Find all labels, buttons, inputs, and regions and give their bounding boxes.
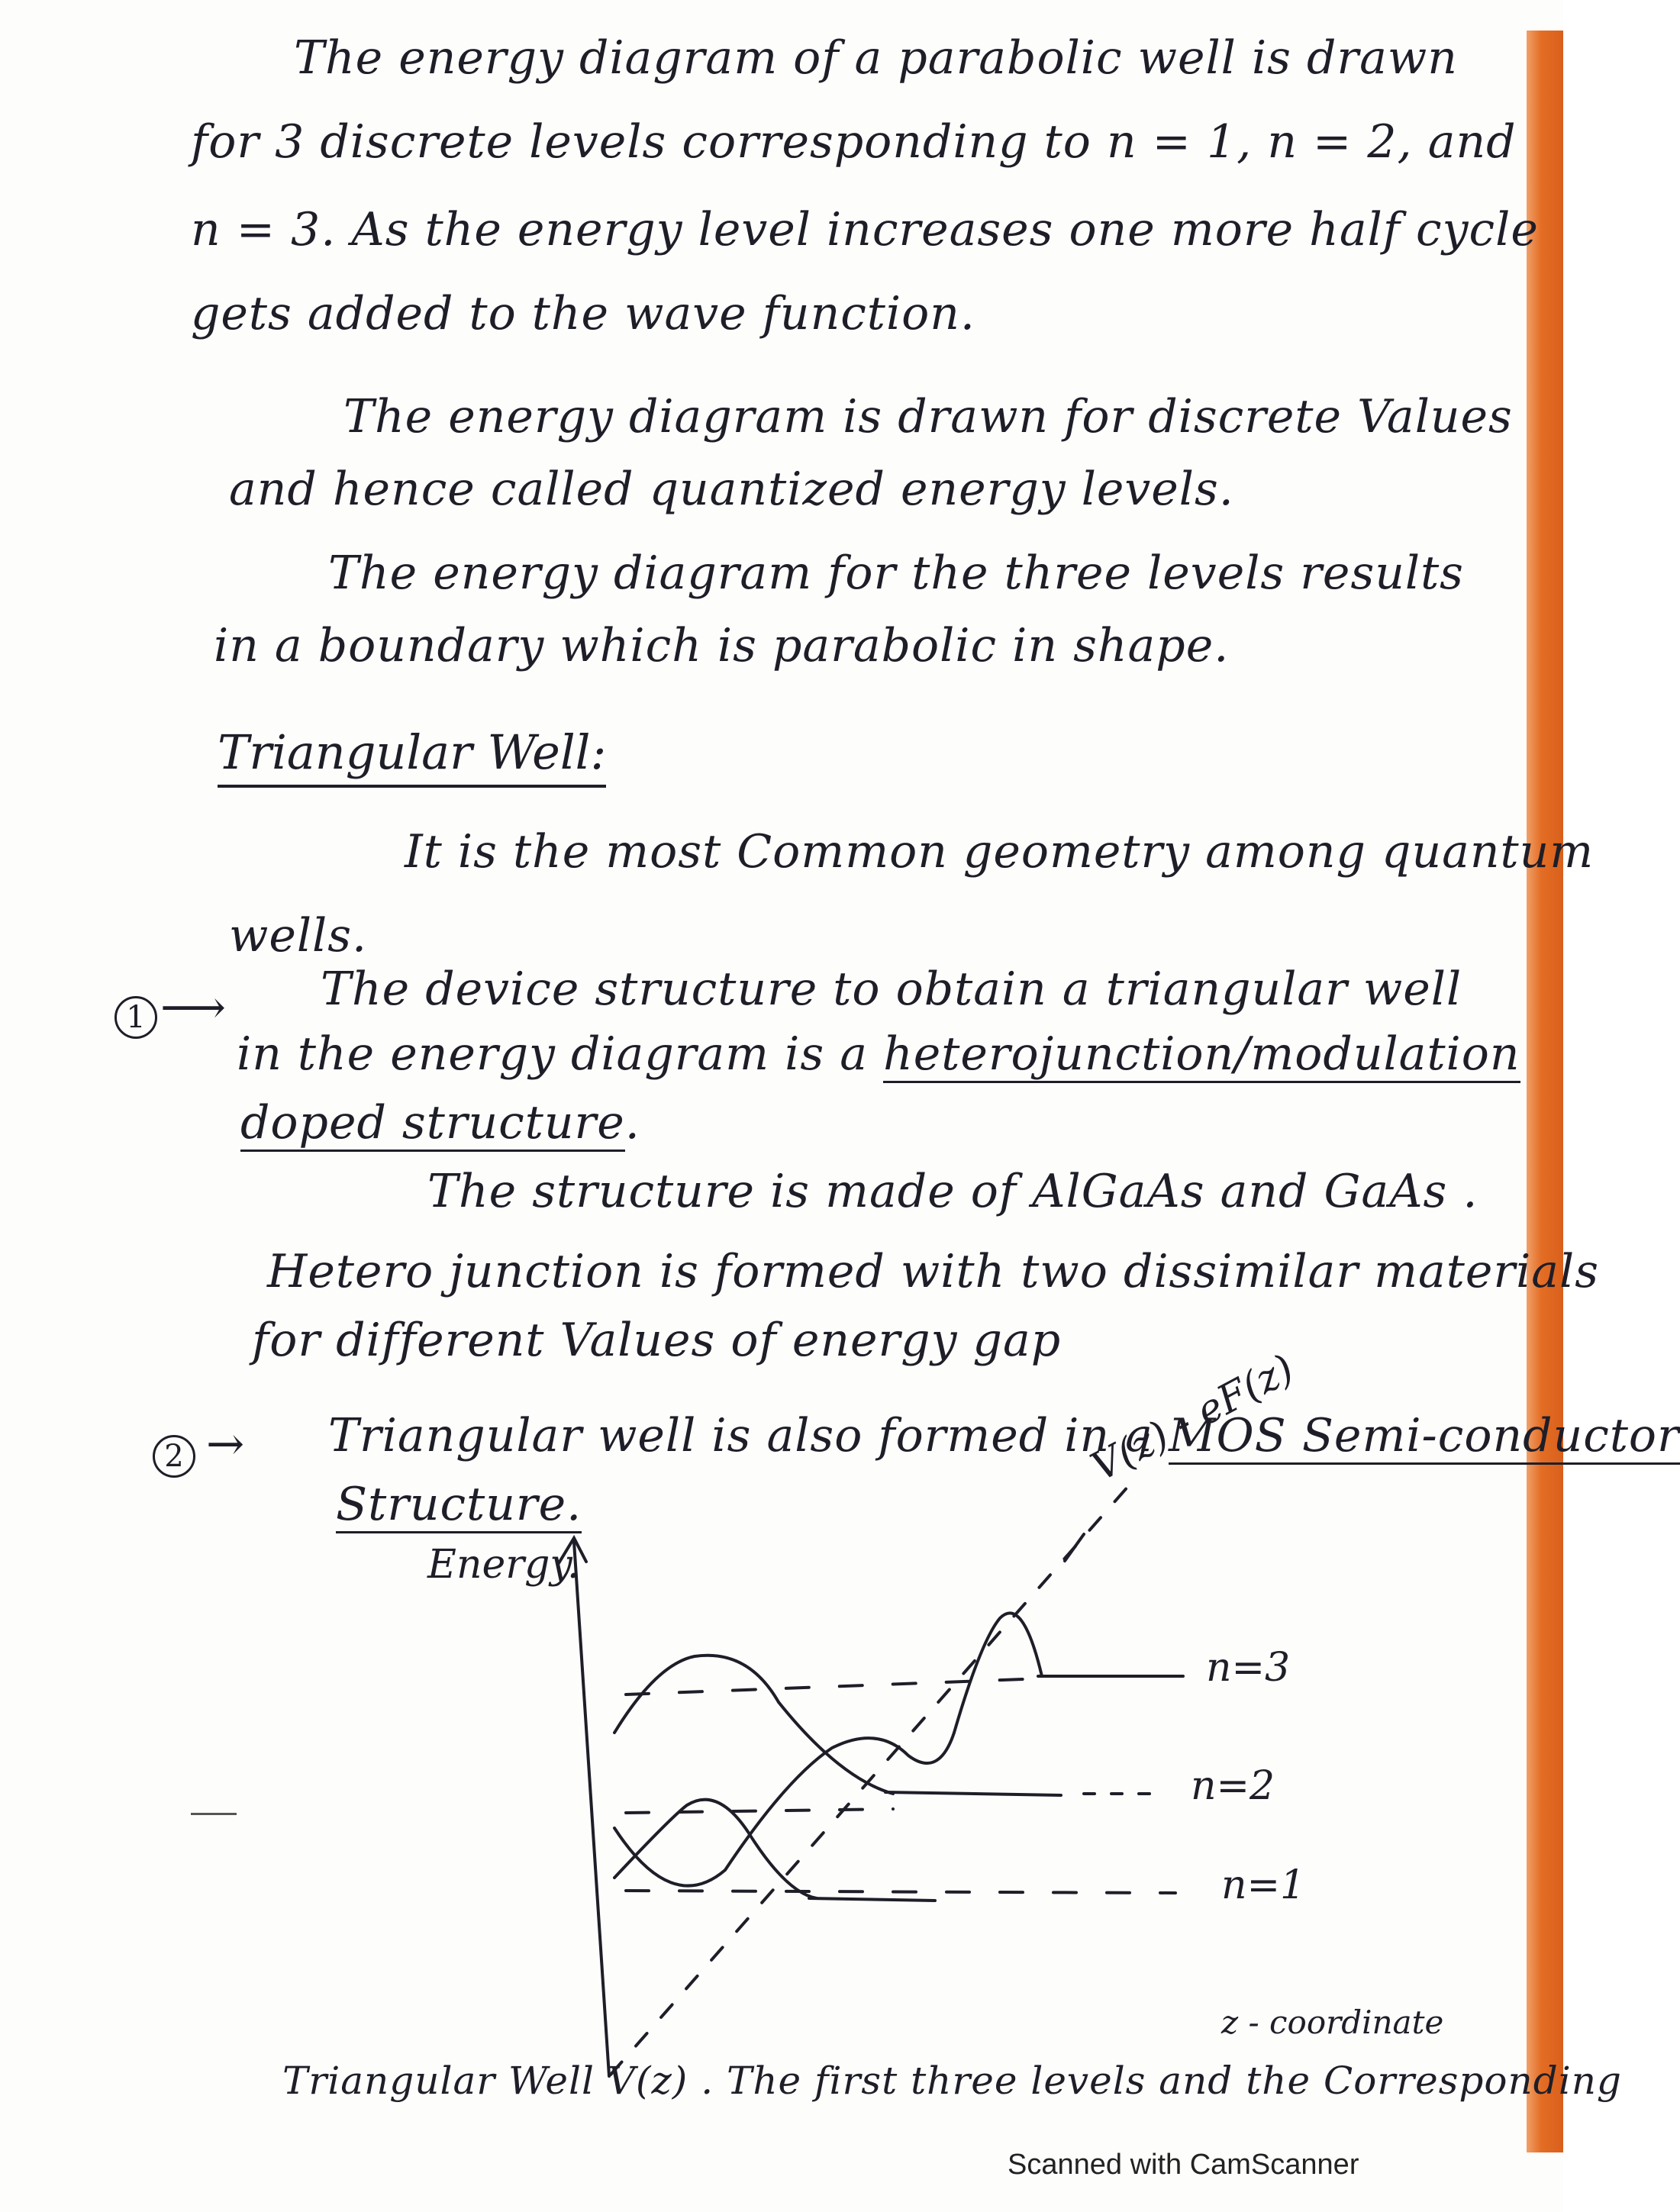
section-heading: Triangular Well: <box>218 725 606 788</box>
level-label-n2: n=2 <box>1191 1763 1275 1809</box>
level-label-n3: n=3 <box>1206 1645 1291 1691</box>
level3-dashed <box>626 1679 1023 1694</box>
point1-line6: for different Values of energy gap <box>252 1314 1062 1367</box>
paragraph3-line1: The energy diagram for the three levels results <box>328 547 1464 600</box>
level2-dashed <box>626 1809 893 1813</box>
point1-line3-suffix: . <box>624 1096 640 1150</box>
paragraph2-line1: The energy diagram is drawn for discrete Values <box>343 390 1513 443</box>
level-label-n1: n=1 <box>1221 1862 1306 1908</box>
point2-arrow-icon: → <box>206 1417 245 1471</box>
level1-line <box>809 1898 935 1901</box>
wavefunction-n1 <box>614 1800 817 1898</box>
point1-line1: The device structure to obtain a triangular well <box>321 963 1462 1016</box>
scan-watermark-footer: Scanned with CamScanner <box>1008 2149 1359 2181</box>
level2-line <box>885 1792 1061 1795</box>
intro-line1: It is the most Common geometry among quantum <box>405 825 1595 879</box>
paragraph1-line4: gets added to the wave function. <box>191 287 975 340</box>
y-axis-label: Energy. <box>427 1542 580 1588</box>
paragraph2-line2: and hence called quantized energy levels. <box>229 463 1234 516</box>
paragraph1-line1: The energy diagram of a parabolic well is drawn <box>294 31 1458 85</box>
wavefunction-n3 <box>614 1613 1042 1885</box>
point2-line2-underlined: Structure. <box>336 1478 582 1533</box>
diagram-caption: Triangular Well V(z) . The first three levels and the Corresponding <box>282 2059 1622 2103</box>
point1-line2-underlined: heterojunction/modulation <box>883 1027 1520 1083</box>
potential-tick <box>1065 1534 1084 1561</box>
paragraph3-line2: in a boundary which is parabolic in shape. <box>214 619 1230 672</box>
point1-line3-underlined: doped structure <box>240 1096 625 1152</box>
point2-line1-text: Triangular well is also formed in a <box>328 1409 1169 1462</box>
point1-marker: 1 <box>114 996 157 1039</box>
potential-label: V(z) - eF(z) <box>1084 1346 1302 1491</box>
intro-line2: wells. <box>229 909 368 963</box>
wavefunction-n2-left <box>614 1656 893 1794</box>
paragraph1-line2: for 3 discrete levels corresponding to n = 1, n = 2, and <box>191 115 1517 169</box>
x-axis-label: z - coordinate <box>1221 2004 1444 2041</box>
point2-marker: 2 <box>153 1435 195 1478</box>
y-axis <box>574 1542 609 2076</box>
paragraph1-line3: n = 3. As the energy level increases one more half cycle <box>191 203 1539 256</box>
point1-arrow-icon: ⟶ <box>160 981 227 1034</box>
point2-line1-underlined: MOS Semi-conductor <box>1169 1409 1680 1465</box>
point1-line2-text: in the energy diagram is a <box>237 1027 884 1081</box>
point1-line5: Hetero junction is formed with two dissimilar materials <box>267 1245 1600 1298</box>
potential-line <box>611 1485 1130 2075</box>
point1-line4: The structure is made of AlGaAs and GaAs . <box>427 1165 1478 1218</box>
level1-dashed <box>626 1891 1175 1893</box>
